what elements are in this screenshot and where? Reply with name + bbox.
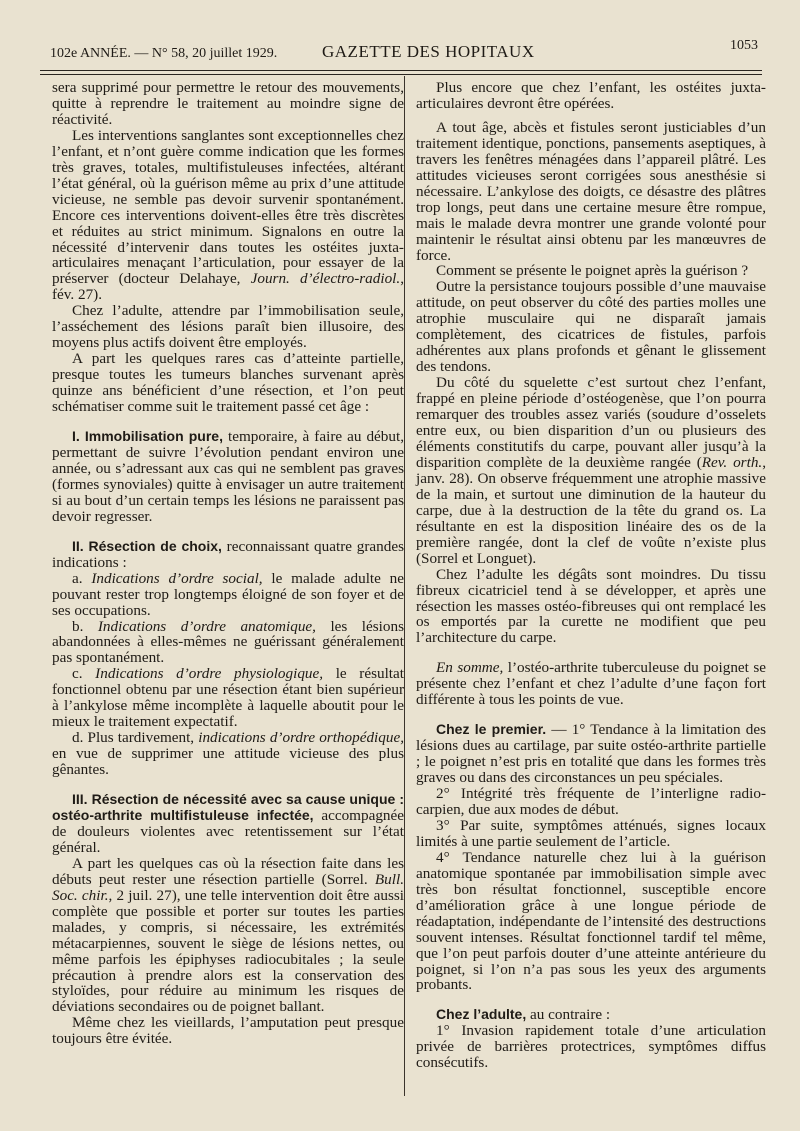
paragraph: Chez l’adulte les dégâts sont moindres. Du tissu fibreux cicatriciel tend à se développer, et après une résection les masses ostéo-fibreuses qui ont remplacé les os emportés par la curette ne modifient que peu l’architecture du carpe. xyxy=(416,565,766,647)
paragraph: Chez l’adulte, attendre par l’immobilisation seule, l’asséchement des lésions paraît bien illusoire, des moyens plus actifs doivent être employés. xyxy=(52,302,404,352)
list-enfant: Chez le premier. — 1° Tendance à la limitation des lésions dues au cartilage, par suite ostéo-arthrite partielle ; le poignet n’est pris en totalité que dans les formes très graves ou dans des circonstances un peu spéciales. xyxy=(416,721,766,787)
paragraph: sera supprimé pour permettre le retour des mouvements, quitte à reprendre le traitement au moindre signe de réactivité. xyxy=(52,79,404,128)
section-resection-choix: II. Résection de choix, reconnaissant quatre grandes indications : xyxy=(52,537,404,571)
header-rule xyxy=(40,70,762,71)
issue-info: 102e ANNÉE. — N° 58, 20 juillet 1929. xyxy=(50,46,278,61)
right-column xyxy=(416,80,766,1071)
left-column xyxy=(52,80,404,1047)
list-item: 1° Invasion rapidement totale d’une articulation privée de barrières protectrices, symptômes diffus consécutifs. xyxy=(416,1022,766,1072)
header-rule-double xyxy=(40,74,762,75)
paragraph: A part les quelques cas où la résection faite dans les débuts peut rester une résection partielle (Sorrel. Bull. Soc. chir., 2 juil. 27), une telle intervention doit être aussi complète que possible et porter sur toutes les parties malades, y compris, si nécessaire, les extrémités métacarpiennes, souvent le siège de lésions nettes, ou même parfois les épiphyses radiocubitales ; la seule précaution à prendre alors est la conservation des styloïdes, pour réduire au minimum les risques de déviations secondaires ou de poignet ballant. xyxy=(52,854,404,1016)
paragraph: Plus encore que chez l’enfant, les ostéites juxta-articulaires devront être opérées. xyxy=(416,79,766,112)
section-heading: Chez le premier. xyxy=(436,721,547,738)
indication-anatomique: b. Indications d’ordre anatomique, les lésions abandonnées à elles-mêmes ne guérissant généralement pas spontanément. xyxy=(52,617,404,667)
list-item: 3° Par suite, symptômes atténués, signes locaux limités à une partie seulement de l’article. xyxy=(416,816,766,850)
paragraph: Outre la persistance toujours possible d’une mauvaise attitude, on peut observer du côté des parties molles une atrophie musculaire qui ne disparaît jamais complètement, des cicatrices de fistules, parfois adhérentes aux plans profonds et gênant le glissement des tendons. xyxy=(416,278,766,376)
paragraph: Comment se présente le poignet après la guérison ? xyxy=(436,262,749,280)
page-number: 1053 xyxy=(730,38,758,53)
paragraph: Les interventions sanglantes sont exceptionnelles chez l’enfant, et n’ont guère comme indication que les formes très graves, totales, multifistuleuses infectées, altérant l’état général, où la guérison même au prix d’une attitude vicieuse, ne semble pas devoir survenir spontanément. Encore ces interventions doivent-elles être très discrètes et réduites au strict minimum. Signalons en outre la nécessité d’intervenir dans toutes les ostéites juxta-articulaires menaçant l’articulation, pour essayer de la préserver (docteur Delahaye, Journ. d’électro-radiol., fév. 27). xyxy=(52,126,404,304)
indication-social: a. Indications d’ordre social, le malade adulte ne pouvant rester trop longtemps éloigné de son foyer et de ses occupations. xyxy=(52,569,404,619)
list-item: 4° Tendance naturelle chez lui à la guérison anatomique spontanée par immobilisation simple avec très bon résultat fonctionnel, susceptible encore d’amélioration grâce à une longue période de réadaptation, indépendante de l’intensité des destructions souvent intenses. Résultat fonctionnel tardif tel même, que l’on peut parfois douter d’une atteinte antérieure du poignet, si l’on n’a pas sous les yeux des arguments probants. xyxy=(416,848,766,994)
paragraph: A tout âge, abcès et fistules seront justiciables d’un traitement identique, ponctions, pansements aseptiques, à travers les fenêtres ménagées dans l’appareil plâtré. Les attitudes vicieuses seront corrigées sous anesthésie si nécessaire. L’ankylose des doigts, ce désastre des plâtres trop longs, peut dans une certaine mesure être rompue, mais le malade devra montrer une grande volonté pour maintenir le résultat ainsi obtenu par les manœuvres de force. xyxy=(416,118,766,264)
section-heading: Chez l’adulte, xyxy=(436,1006,527,1023)
section-heading: II. Résection de choix, xyxy=(72,537,222,554)
paragraph: Même chez les vieillards, l’amputation peut presque toujours être évitée. xyxy=(52,1014,404,1048)
indication-physiologique: c. Indications d’ordre physiologique, le résultat fonctionnel obtenu par une résection étant bien supérieur à l’ankylose même incomplète à laquelle aboutit pour le mieux le traitement expectatif. xyxy=(52,665,404,731)
paragraph: A part les quelques rares cas d’atteinte partielle, presque toutes les tumeurs blanches survenant après quinze ans bénéficient d’une résection, et l’on peut schématiser comme suit le traitement passé cet âge : xyxy=(52,350,404,416)
paragraph-en-somme: En somme, l’ostéo-arthrite tuberculeuse du poignet se présente chez l’enfant et chez l’adulte d’une façon fort différente à tous les points de vue. xyxy=(416,659,766,709)
paragraph: Du côté du squelette c’est surtout chez l’enfant, frappé en pleine période d’ostéogenèse, que l’on pourra remarquer des troubles assez variés (soudure d’osselets entre eux, ou bien disparition d’un ou plusieurs des éléments constitutifs du carpe, pouvant aller jusqu’à la disparition complète de la deuxième rangée (Rev. orth., janv. 28). On observe fréquemment une atrophie massive de la main, et surtout une diminution de la hauteur du carpe, due à la destruction de la tête du grand os. La résultante en est la disposition linéaire des os de la première rangée, dont la clef de voûte n’existe plus (Sorrel et Longuet). xyxy=(416,374,767,567)
list-adulte: Chez l’adulte, au contraire : xyxy=(436,1006,611,1024)
page-header xyxy=(40,38,762,68)
section-immobilisation: I. Immobilisation pure, temporaire, à faire au début, permettant de suivre l’évolution pendant environ une année, ou s’adressant aux cas qui ne semblent pas graves (formes synoviales) quitte à envisager un autre traitement si au bout d’un certain temps les lésions ne paraissent pas devoir regresser. xyxy=(52,428,404,525)
section-heading: III. Résection de nécessité avec sa cause unique : ostéo-arthrite multifistuleuse infectée, xyxy=(52,791,404,823)
list-item: 2° Intégrité très fréquente de l’interligne radio-carpien, due aux modes de début. xyxy=(416,785,766,818)
journal-title: GAZETTE DES HOPITAUX xyxy=(322,42,535,61)
section-resection-necessite: III. Résection de nécessité avec sa cause unique : ostéo-arthrite multifistuleuse infectée, accompagnée de douleurs violentes avec retentissement sur l’état général. xyxy=(52,791,404,856)
indication-orthopedique: d. Plus tardivement, indications d’ordre orthopédique, en vue de supprimer une attitude vicieuse des plus gênantes. xyxy=(52,729,404,779)
section-heading: I. Immobilisation pure, xyxy=(72,428,223,445)
column-divider xyxy=(404,76,405,1096)
